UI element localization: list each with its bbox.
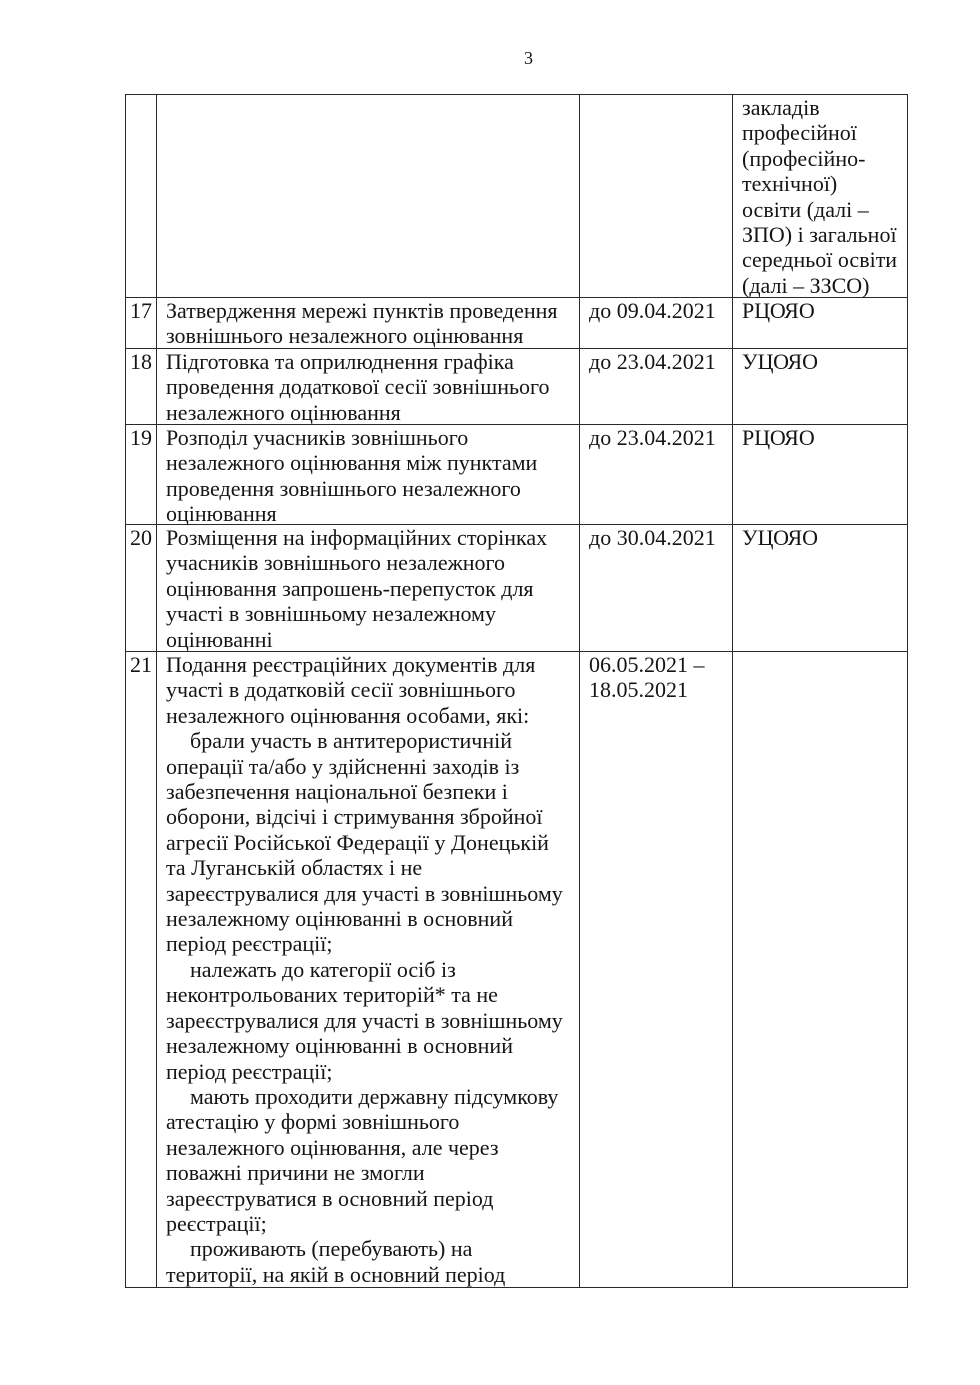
text-line: атестацію у формі зовнішнього	[166, 1109, 460, 1135]
row-number-cell: 19	[126, 425, 157, 525]
table-row-21	[126, 652, 908, 1288]
text-line: території, на якій в основний період	[166, 1261, 506, 1287]
text-line: агресії Російської Федерації у Донецькій	[166, 829, 549, 855]
text-line: поважні причини не змогли	[166, 1160, 425, 1186]
text-line: зареєструвалися для участі в зовнішньому	[166, 880, 563, 906]
text-line: до 23.04.2021	[589, 425, 716, 450]
description-cell	[157, 525, 580, 652]
text-line: оцінювання	[166, 501, 277, 527]
text-line: Підготовка та оприлюднення графіка	[166, 349, 514, 374]
text-line: Розміщення на інформаційних сторінках	[166, 525, 548, 550]
text-line: та Луганській областях і не	[166, 855, 423, 881]
text-line: ЗПО) і загальної	[742, 222, 897, 248]
table-row-17	[126, 298, 908, 349]
responsible-cell	[733, 349, 908, 425]
text-line: незалежного оцінювання між пунктами	[166, 450, 538, 476]
table-row-20	[126, 525, 908, 652]
text-line: (професійно-	[742, 145, 866, 171]
row-number-cell	[126, 95, 157, 298]
text-line: закладів	[742, 95, 820, 120]
text-line: професійної	[742, 120, 857, 146]
text-line: РЦОЯО	[742, 298, 815, 323]
text-line: незалежного оцінювання, але через	[166, 1134, 499, 1160]
text-line: Затвердження мережі пунктів проведення	[166, 298, 558, 323]
deadline-cell	[580, 95, 733, 298]
text-line: участі в додатковій сесії зовнішнього	[166, 677, 516, 703]
text-line: Подання реєстраційних документів для	[166, 652, 536, 677]
row-number-cell: 18	[126, 349, 157, 425]
text-line: оцінюванні	[166, 626, 273, 652]
paragraph-item	[166, 728, 579, 957]
description-cell	[157, 298, 580, 349]
text-line: середньої освіти	[742, 247, 898, 273]
text-line: незалежному оцінюванні в основний	[166, 906, 513, 932]
text-line: учасників зовнішнього незалежного	[166, 550, 506, 576]
text-line: УЦОЯО	[742, 525, 819, 550]
text-line: 06.05.2021 –	[589, 652, 705, 677]
deadline-cell	[580, 349, 733, 425]
paragraph-item	[166, 957, 579, 1084]
text-line: мають проходити державну підсумкову	[190, 1083, 559, 1109]
text-line: до 23.04.2021	[589, 349, 716, 374]
responsible-cell	[733, 652, 908, 1288]
text-line: Розподіл учасників зовнішнього	[166, 425, 469, 450]
text-line: (далі – ЗЗСО)	[742, 272, 870, 298]
responsible-cell	[733, 525, 908, 652]
deadline-cell	[580, 298, 733, 349]
text-line: реєстрації;	[166, 1210, 267, 1236]
text-line: до 09.04.2021	[589, 298, 716, 323]
text-line: оцінювання запрошень-перепусток для	[166, 575, 534, 601]
schedule-table	[125, 94, 908, 1288]
text-line: технічної)	[742, 171, 838, 197]
deadline-cell	[580, 425, 733, 525]
text-line: зареєструватися в основний період	[166, 1185, 494, 1211]
responsible-cell	[733, 425, 908, 525]
table-row-19	[126, 425, 908, 525]
text-line: освіти (далі –	[742, 196, 869, 222]
text-line: оборони, відсічі і стримування збройної	[166, 804, 543, 830]
deadline-cell	[580, 652, 733, 1288]
text-line: проживають (перебувають) на	[190, 1236, 473, 1262]
text-line: забезпечення національної безпеки і	[166, 779, 508, 805]
text-line: УЦОЯО	[742, 349, 819, 374]
text-line: зареєструвалися для участі в зовнішньому	[166, 1007, 563, 1033]
description-cell	[157, 95, 580, 298]
text-line: незалежного оцінювання особами, які:	[166, 702, 530, 728]
responsible-cell	[733, 298, 908, 349]
description-cell	[157, 652, 580, 1288]
text-line: період реєстрації;	[166, 931, 333, 957]
row-number-cell: 21	[126, 652, 157, 1288]
text-line: 18.05.2021	[589, 677, 688, 703]
table-row-continuation	[126, 95, 908, 298]
responsible-cell	[733, 95, 908, 298]
text-line: незалежного оцінювання	[166, 399, 401, 425]
text-line: РЦОЯО	[742, 425, 815, 450]
paragraph-item	[166, 1084, 579, 1236]
text-line: до 30.04.2021	[589, 525, 716, 550]
text-line: зовнішнього незалежного оцінювання	[166, 323, 524, 349]
page-number: 3	[524, 48, 533, 68]
text-line: період реєстрації;	[166, 1058, 333, 1084]
text-line: проведення додаткової сесії зовнішнього	[166, 374, 550, 400]
row-number-cell: 20	[126, 525, 157, 652]
description-cell	[157, 349, 580, 425]
row-number-cell: 17	[126, 298, 157, 349]
paragraph-intro	[166, 652, 579, 728]
text-line: належать до категорії осіб із	[190, 956, 456, 982]
text-line: участі в зовнішньому незалежному	[166, 601, 496, 627]
deadline-cell	[580, 525, 733, 652]
text-line: брали участь в антитерористичній	[190, 728, 512, 754]
text-line: неконтрольованих територій* та не	[166, 982, 498, 1008]
table-row-18	[126, 349, 908, 425]
text-line: незалежному оцінюванні в основний	[166, 1033, 513, 1059]
paragraph-item	[166, 1236, 579, 1287]
text-line: проведення зовнішнього незалежного	[166, 475, 521, 501]
text-line: операції та/або у здійсненні заходів із	[166, 753, 520, 779]
description-cell	[157, 425, 580, 525]
